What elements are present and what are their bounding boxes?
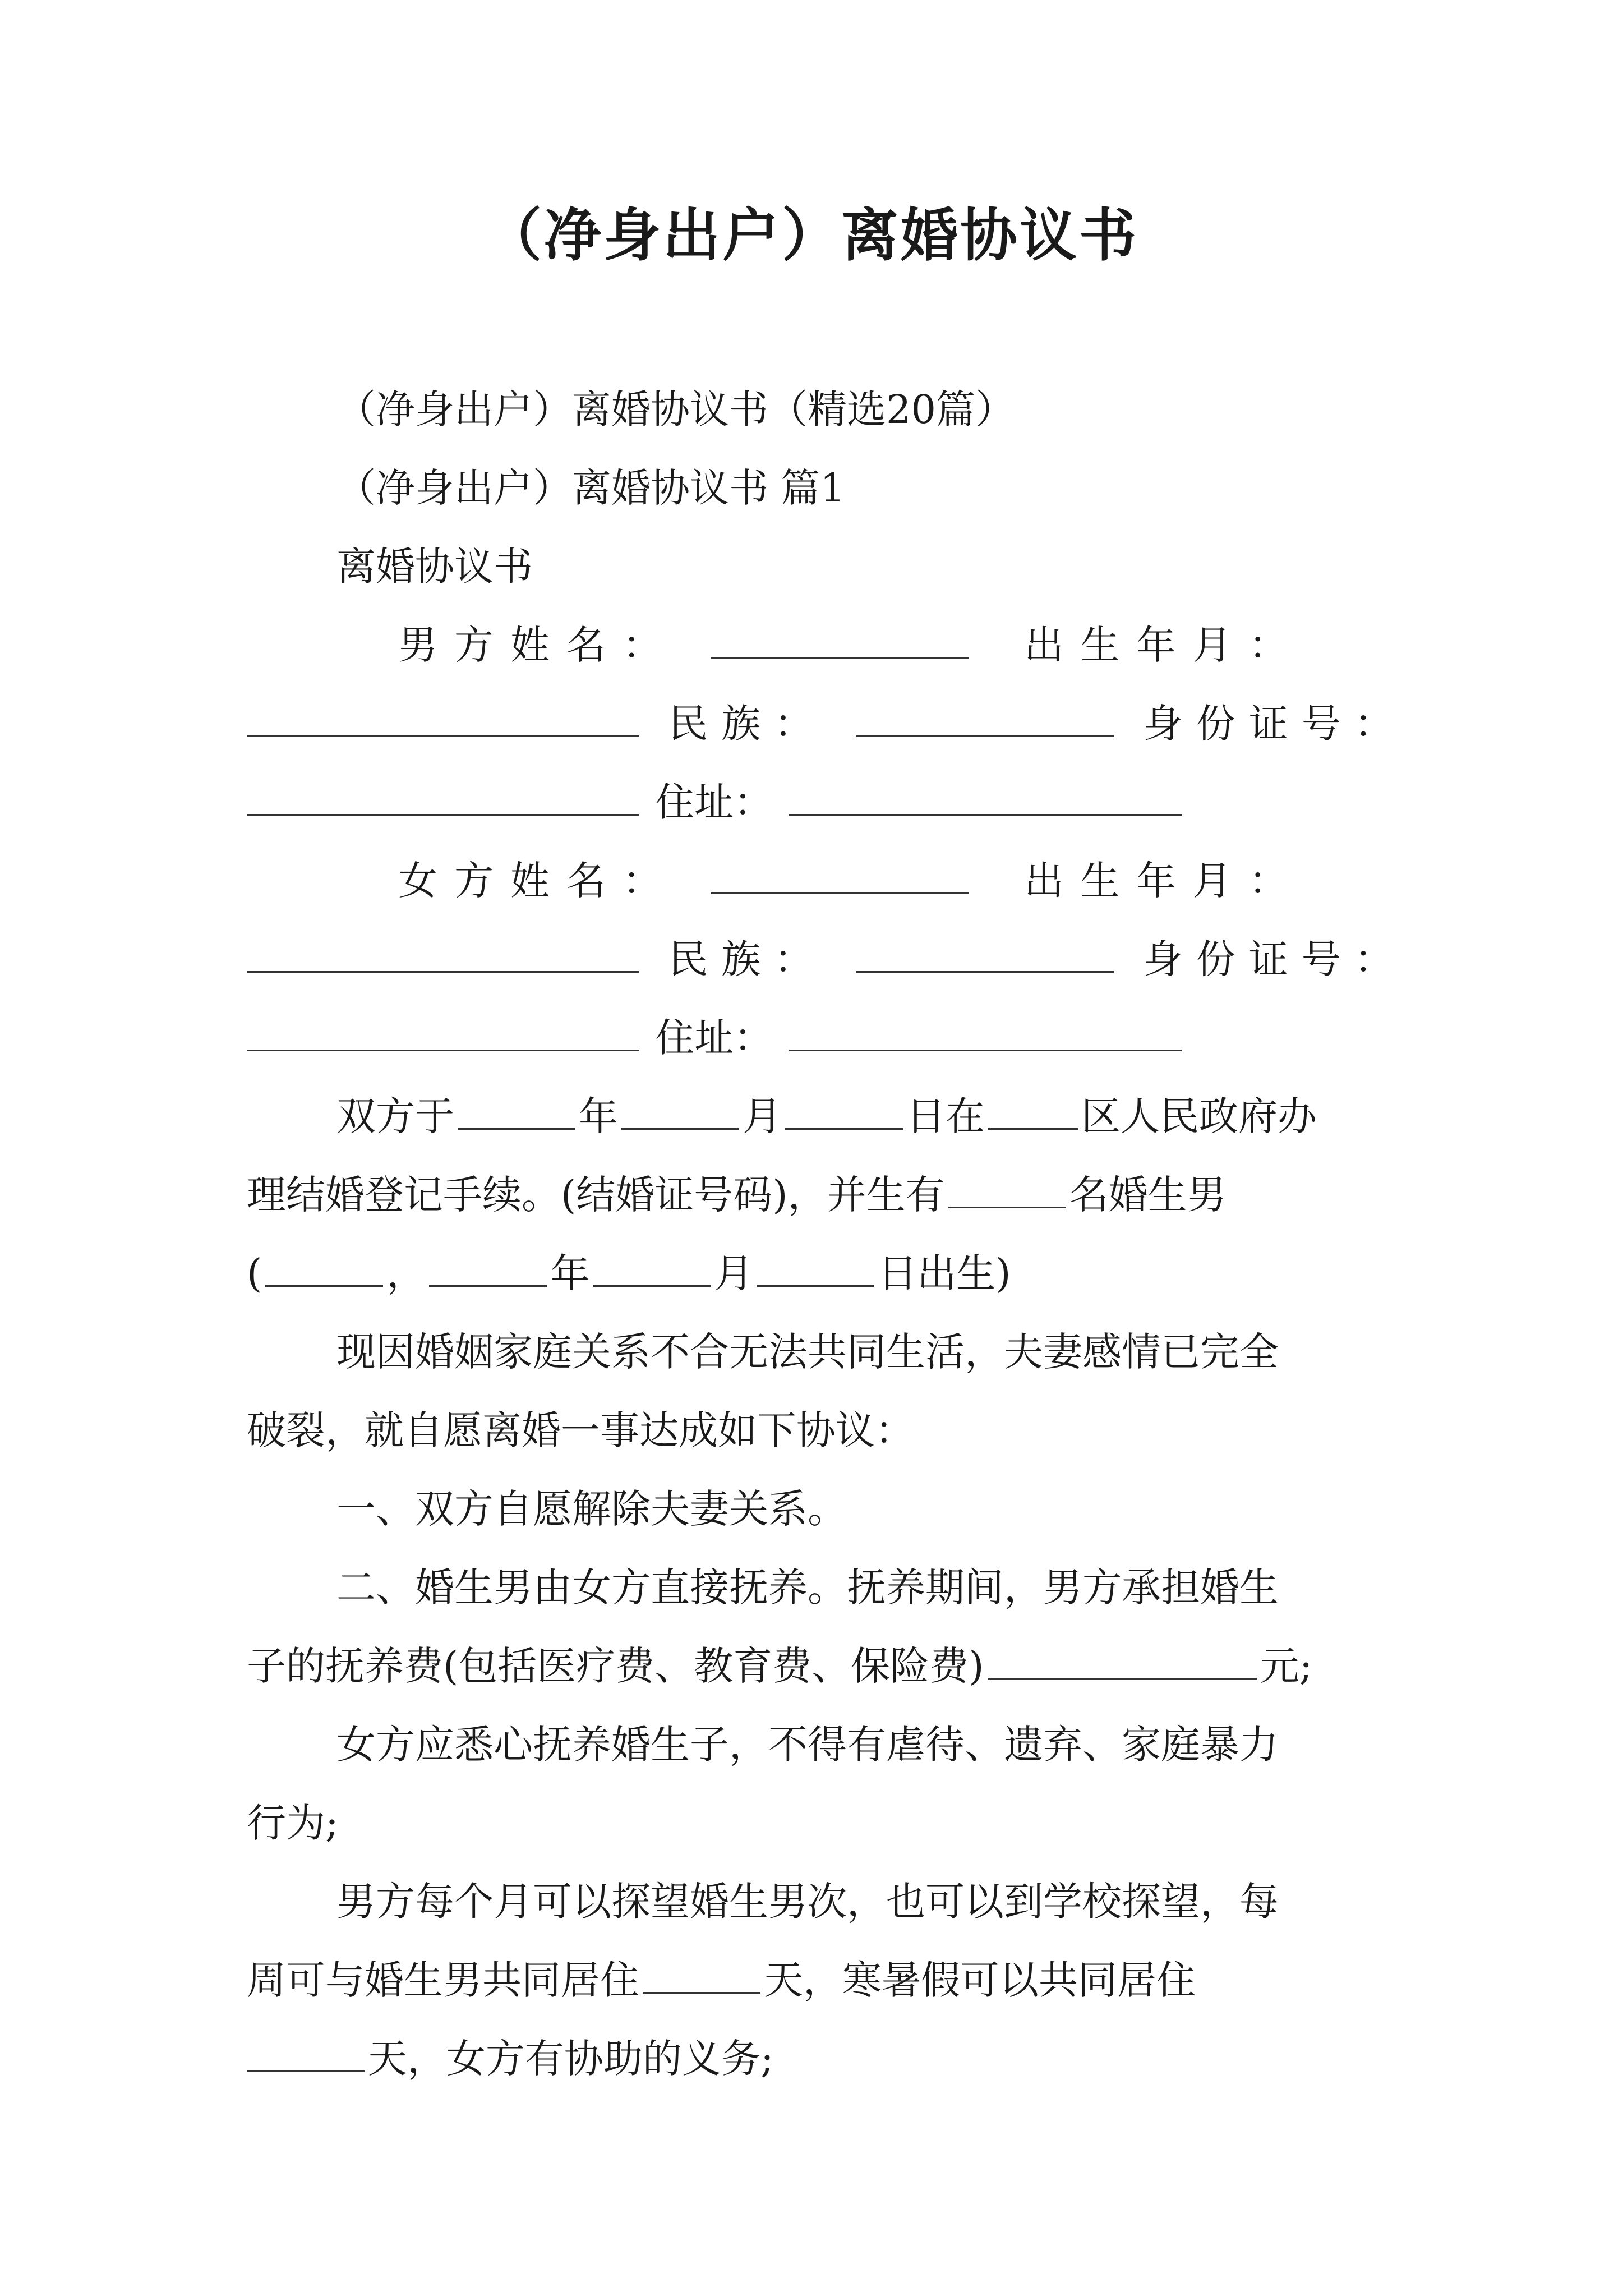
female-name-label: 女方姓名：: [398, 858, 679, 904]
holiday-days-blank: [247, 2021, 365, 2072]
children-count-blank: [948, 1157, 1066, 1208]
clause-4-line-3: [247, 2019, 1391, 2098]
weekly-days-blank: [643, 1943, 760, 1994]
marriage-text-2: 年: [579, 1093, 618, 1139]
clause-4-text-2a: 周可与婚生男共同居住: [247, 1957, 639, 2003]
marriage-line3-text-d: 月: [714, 1250, 754, 1296]
female-row-2: [247, 920, 1407, 999]
reason-line-1: [247, 1313, 1391, 1391]
section-heading-text: （净身出户）离婚协议书 篇1: [336, 465, 845, 511]
section-heading: [247, 449, 1391, 527]
marriage-line3-text-a: (: [247, 1250, 262, 1296]
marriage-line3-text-e: 日出生): [878, 1250, 1011, 1296]
male-id-label: 身份证号：: [1143, 701, 1407, 747]
clause-4-line-1: [247, 1862, 1391, 1941]
male-name-label: 男方姓名：: [398, 622, 679, 668]
female-address-blank: [789, 1000, 1182, 1051]
subtitle: [247, 370, 1391, 449]
female-birth-blank: [247, 922, 639, 973]
marriage-line-1: [247, 1077, 1391, 1156]
clause-4-text-1: 男方每个月可以探望婚生男次，也可以到学校探望，每: [336, 1879, 1279, 1925]
support-fee-blank: [988, 1628, 1257, 1680]
male-ethnicity-label: 民族：: [668, 701, 827, 747]
male-address-blank: [789, 765, 1182, 816]
male-row-2: [247, 684, 1407, 763]
document-title: （净身出户）离婚协议书: [485, 202, 1138, 269]
subtitle-text: （净身出户）离婚协议书（精选20篇）: [336, 386, 1015, 432]
clause-3-line-2: [247, 1784, 1391, 1862]
clause-4-text-2b: 天，寒暑假可以共同居住: [764, 1957, 1196, 2003]
clause-2-text-2b: 元;: [1260, 1643, 1313, 1689]
child-birth-month-blank: [593, 1236, 711, 1287]
male-row-3: [247, 763, 1391, 841]
clause-4-text-3: 天，女方有协助的义务;: [368, 2036, 774, 2082]
female-name-blank: [711, 843, 969, 894]
female-row-3: [247, 999, 1391, 1077]
female-birth-label: 出生年月：: [1024, 858, 1305, 904]
clause-3-text-1: 女方应悉心抚养婚生子，不得有虐待、遗弃、家庭暴力: [336, 1722, 1279, 1768]
clause-2-text-2a: 子的抚养费(包括医疗费、教育费、保险费): [247, 1643, 984, 1689]
male-row-1: [247, 606, 1391, 684]
male-name-blank: [711, 608, 969, 659]
clause-2-line-1: [247, 1548, 1391, 1627]
reason-line-2: [247, 1391, 1391, 1470]
female-ethnicity-label: 民族：: [668, 936, 827, 982]
female-ethnicity-blank: [856, 922, 1114, 973]
reason-text-1: 现因婚姻家庭关系不合无法共同生活，夫妻感情已完全: [336, 1329, 1279, 1375]
female-address-label: 住址：: [655, 1015, 773, 1061]
child-birth-year-blank: [429, 1236, 547, 1287]
marriage-text-3: 月: [743, 1093, 782, 1139]
marriage-line2-text-a: 理结婚登记手续。(结婚证号码)，并生有: [247, 1172, 945, 1218]
marriage-line2-text-b: 名婚生男: [1069, 1172, 1227, 1218]
marriage-text-4: 日在: [906, 1093, 985, 1139]
reason-text-2: 破裂，就自愿离婚一事达成如下协议：: [247, 1407, 914, 1453]
clause-4-line-2: [247, 1941, 1391, 2019]
marriage-district-blank: [988, 1079, 1078, 1130]
marriage-line3-text-b: ，: [386, 1250, 426, 1296]
marriage-line3-text-c: 年: [550, 1250, 590, 1296]
child-name-blank: [265, 1236, 383, 1287]
marriage-line-3: [247, 1234, 1391, 1313]
marriage-month-blank: [621, 1079, 739, 1130]
female-row-1: [247, 841, 1391, 920]
marriage-line-2: [247, 1156, 1391, 1234]
marriage-day-blank: [785, 1079, 903, 1130]
female-id-label: 身份证号：: [1143, 936, 1407, 982]
clause-2-line-2: [247, 1627, 1391, 1705]
male-birth-blank: [247, 686, 639, 737]
doc-name: [247, 527, 1391, 606]
marriage-text-1: 双方于: [336, 1093, 454, 1139]
clause-3-text-2: 行为;: [247, 1800, 339, 1846]
clause-1-text: 一、双方自愿解除夫妻关系。: [336, 1486, 847, 1532]
female-id-blank: [247, 1000, 639, 1051]
male-ethnicity-blank: [856, 686, 1114, 737]
clause-1: [247, 1470, 1391, 1548]
male-id-blank: [247, 765, 639, 816]
doc-name-text: 离婚协议书: [336, 544, 533, 590]
marriage-year-blank: [458, 1079, 575, 1130]
clause-3-line-1: [247, 1705, 1391, 1784]
male-birth-label: 出生年月：: [1024, 622, 1305, 668]
marriage-text-5: 区人民政府办: [1081, 1093, 1317, 1139]
male-address-label: 住址：: [655, 779, 773, 825]
clause-2-text-1: 二、婚生男由女方直接抚养。抚养期间，男方承担婚生: [336, 1565, 1279, 1611]
child-birth-day-blank: [757, 1236, 874, 1287]
